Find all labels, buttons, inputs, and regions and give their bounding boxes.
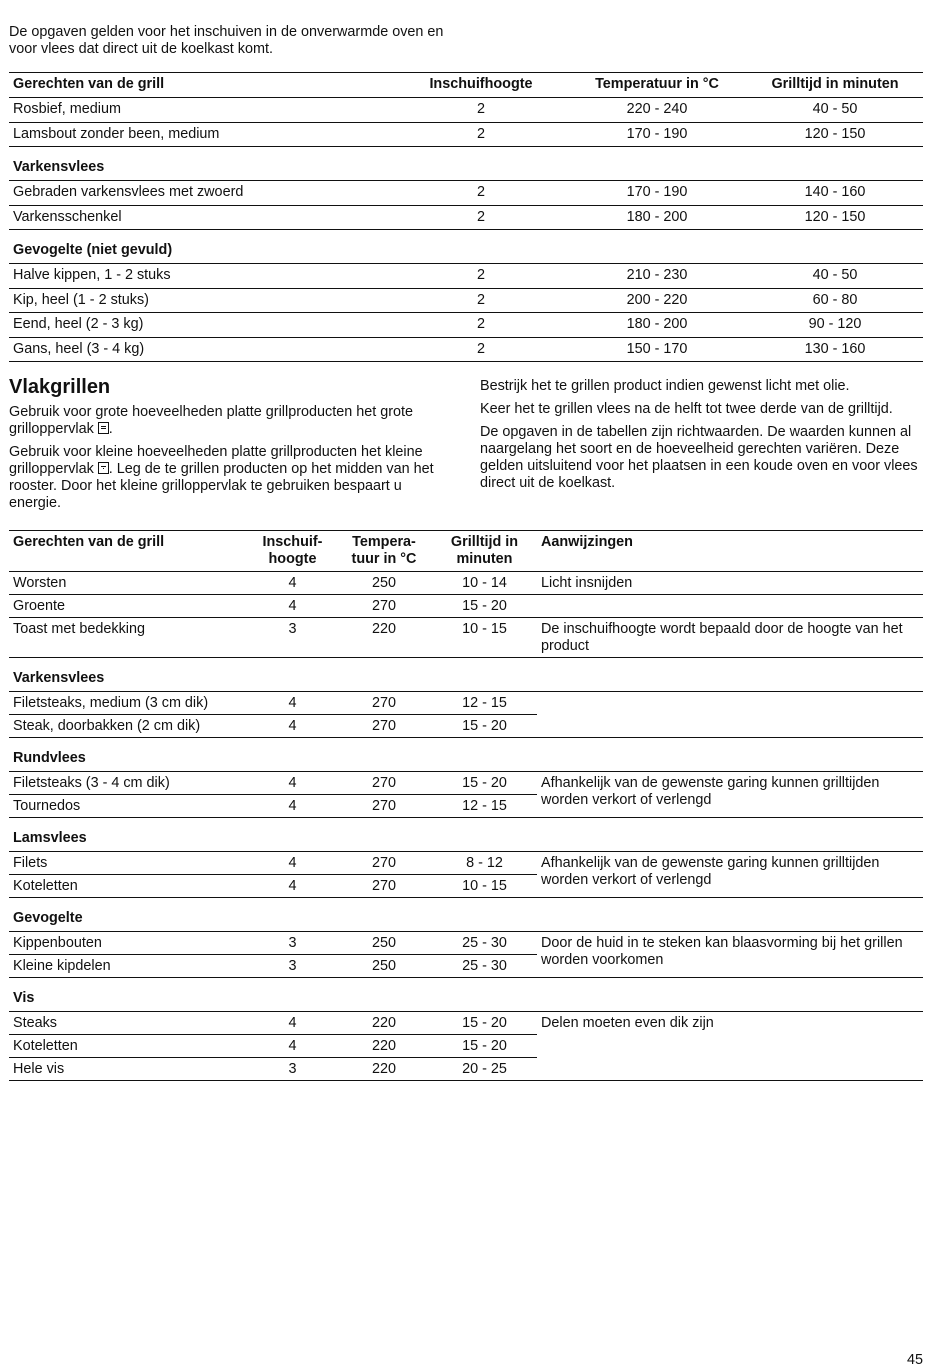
table-row [9, 264, 923, 289]
section-row [9, 658, 923, 692]
dish-cell: Varkensschenkel [9, 205, 395, 230]
note-cell: Afhankelijk van de gewenste garing kunnen grilltijden worden verkort of verlengd [541, 855, 880, 888]
temperature-cell: 220 - 240 [567, 98, 747, 123]
level-cell: 4 [249, 852, 336, 875]
level-cell: 4 [288, 798, 297, 814]
level-cell: 2 [395, 288, 567, 313]
section-row [9, 738, 923, 772]
table-row [9, 595, 923, 618]
dish-cell: Worsten [9, 572, 249, 595]
dish-cell: Koteletten [13, 878, 78, 894]
level-cell: 2 [395, 205, 567, 230]
dish-cell: Eend, heel (2 - 3 kg) [9, 313, 395, 338]
level-cell: 2 [395, 98, 567, 123]
temperature-cell: 200 - 220 [567, 288, 747, 313]
temperature-cell: 270 [371, 718, 396, 734]
level-cell: 4 [288, 878, 297, 894]
section-heading: Varkensvlees [9, 147, 923, 181]
dish-cell: Halve kippen, 1 - 2 stuks [9, 264, 395, 289]
column-header: Temperatuur in °C [567, 73, 747, 98]
table-row [9, 313, 923, 338]
table-row [9, 205, 923, 230]
dish-cell: Kip, heel (1 - 2 stuks) [9, 288, 395, 313]
section-row [9, 147, 923, 181]
level-cell: 4 [249, 595, 336, 618]
right-column [480, 378, 920, 498]
temperature-cell: 270 [371, 878, 396, 894]
section-heading: Varkensvlees [9, 658, 923, 692]
time-cell: 10 - 15 [462, 878, 507, 894]
dish-cell: Toast met bedekking [13, 621, 145, 637]
time-cell: 8 - 12 [432, 852, 537, 875]
level-cell: 3 [288, 621, 297, 637]
dish-cell: Koteletten [9, 1035, 249, 1058]
dish-cell: Rosbief, medium [9, 98, 395, 123]
level-cell: 2 [476, 340, 485, 357]
temperature-cell: 150 - 170 [626, 340, 688, 357]
temperature-cell: 270 [336, 595, 432, 618]
column-header: Inschuifhoogte [395, 73, 567, 98]
paragraph-text: . Leg de te grillen producten op het midden van het rooster. Door het kleine grilloppervlak te gebruiken bespaart u energie. [9, 461, 434, 511]
dish-cell: Gans, heel (3 - 4 kg) [13, 340, 145, 357]
time-cell: 10 - 15 [462, 621, 507, 637]
table-row [9, 288, 923, 313]
dish-cell: Lamsbout zonder been, medium [9, 122, 395, 147]
temperature-cell: 220 [371, 1061, 396, 1077]
section-row [9, 898, 923, 932]
note-cell: De inschuifhoogte wordt bepaald door de hoogte van het product [541, 621, 903, 654]
time-cell: 25 - 30 [462, 958, 507, 974]
temperature-cell: 180 - 200 [567, 205, 747, 230]
column-header: Gerechten van de grill [9, 531, 249, 572]
table-row [9, 98, 923, 123]
paragraph: Gebruik voor grote hoeveelheden platte grillproducten het grote grilloppervlak . [9, 404, 413, 437]
column-header: Aanwijzingen [537, 531, 923, 572]
level-cell: 4 [249, 1012, 336, 1035]
dish-cell: Filetsteaks, medium (3 cm dik) [9, 692, 249, 715]
time-cell: 12 - 15 [462, 798, 507, 814]
section-heading: Lamsvlees [9, 818, 923, 852]
temperature-cell: 250 [336, 572, 432, 595]
paragraph-text: Gebruik voor grote hoeveelheden platte grillproducten het grote grilloppervlak [9, 404, 413, 437]
note-cell: Delen moeten even dik zijn [541, 1015, 714, 1031]
page-number: 45 [906, 1352, 923, 1368]
intro-text: De opgaven gelden voor het inschuiven in de onverwarmde oven en voor vlees dat direct uit de koelkast komt. [9, 24, 444, 57]
time-cell: 120 - 150 [747, 122, 923, 147]
table-row [9, 932, 923, 955]
section-heading: Rundvlees [9, 738, 923, 772]
grill-table [9, 72, 923, 362]
column-header: Inschuif- hoogte [249, 531, 336, 572]
table-row [9, 618, 923, 658]
column-header: Grilltijd in minuten [432, 531, 537, 572]
table-header-row [9, 73, 923, 98]
time-cell: 10 - 14 [432, 572, 537, 595]
time-cell: 40 - 50 [747, 264, 923, 289]
time-cell: 15 - 20 [432, 595, 537, 618]
time-cell: 130 - 160 [804, 340, 866, 357]
grill-small-icon [98, 462, 109, 474]
level-cell: 3 [288, 1061, 297, 1077]
dish-cell: Filets [9, 852, 249, 875]
dish-cell: Gebraden varkensvlees met zwoerd [9, 181, 395, 206]
temperature-cell: 170 - 190 [567, 122, 747, 147]
column-header: Grilltijd in minuten [747, 73, 923, 98]
note-cell [537, 595, 923, 618]
time-cell: 15 - 20 [432, 1012, 537, 1035]
left-column [9, 404, 454, 518]
paragraph [9, 444, 454, 512]
level-cell: 3 [288, 958, 297, 974]
time-cell: 90 - 120 [747, 313, 923, 338]
level-cell: 4 [249, 1035, 336, 1058]
level-cell: 2 [395, 313, 567, 338]
table-row [9, 181, 923, 206]
dish-cell: Steaks [9, 1012, 249, 1035]
dish-cell: Steak, doorbakken (2 cm dik) [13, 718, 201, 734]
temperature-cell: 270 [336, 692, 432, 715]
temperature-cell: 180 - 200 [567, 313, 747, 338]
table-row [9, 122, 923, 147]
time-cell: 15 - 20 [462, 718, 507, 734]
table-row [9, 337, 923, 362]
note-cell: Licht insnijden [537, 572, 923, 595]
note-cell [537, 692, 923, 738]
section-heading: Vis [9, 978, 923, 1012]
temperature-cell: 220 [336, 1012, 432, 1035]
level-cell: 2 [395, 264, 567, 289]
time-cell: 140 - 160 [747, 181, 923, 206]
dish-cell: Kleine kipdelen [13, 958, 111, 974]
temperature-cell: 220 [336, 1035, 432, 1058]
table-header-row [9, 531, 923, 572]
note-cell: Afhankelijk van de gewenste garing kunnen grilltijden worden verkort of verlengd [541, 775, 880, 808]
table-row [9, 852, 923, 875]
time-cell: 60 - 80 [747, 288, 923, 313]
section-title: Vlakgrillen [9, 376, 111, 398]
time-cell: 15 - 20 [432, 1035, 537, 1058]
section-row [9, 230, 923, 264]
table-row [9, 692, 923, 715]
paragraph: Bestrijk het te grillen product indien gewenst licht met olie. [480, 378, 850, 394]
column-header: Gerechten van de grill [9, 73, 395, 98]
temperature-cell: 270 [336, 772, 432, 795]
level-cell: 2 [395, 181, 567, 206]
section-row [9, 978, 923, 1012]
level-cell: 2 [395, 122, 567, 147]
paragraph: De opgaven in de tabellen zijn richtwaarden. De waarden kunnen al naargelang het soort en de hoeveelheid gerechten variëren. Deze gelden uitsluitend voor het plaatsen in een koude oven en voor vlees direct uit de koelkast. [480, 424, 918, 491]
dish-cell: Hele vis [13, 1061, 65, 1077]
section-row [9, 818, 923, 852]
dish-cell: Groente [9, 595, 249, 618]
time-cell: 15 - 20 [432, 772, 537, 795]
temperature-cell: 220 [371, 621, 396, 637]
flat-grill-table [9, 530, 923, 1081]
note-cell: Door de huid in te steken kan blaasvorming bij het grillen worden voorkomen [541, 935, 903, 968]
section-heading: Gevogelte [9, 898, 923, 932]
time-cell: 20 - 25 [462, 1061, 507, 1077]
grill-large-icon [98, 422, 109, 434]
time-cell: 25 - 30 [432, 932, 537, 955]
time-cell: 40 - 50 [747, 98, 923, 123]
dish-cell: Kippenbouten [9, 932, 249, 955]
table-row [9, 572, 923, 595]
paragraph-text: Gebruik voor kleine hoeveelheden platte grillproducten het kleine grilloppervlak [9, 444, 423, 477]
temperature-cell: 250 [336, 932, 432, 955]
level-cell: 4 [249, 572, 336, 595]
temperature-cell: 210 - 230 [567, 264, 747, 289]
dish-cell: Tournedos [13, 798, 81, 814]
table-row [9, 1012, 923, 1035]
paragraph: Keer het te grillen vlees na de helft tot twee derde van de grilltijd. [480, 401, 893, 417]
temperature-cell: 270 [336, 852, 432, 875]
column-header: Tempera- tuur in °C [336, 531, 432, 572]
level-cell: 3 [249, 932, 336, 955]
section-heading: Gevogelte (niet gevuld) [9, 230, 923, 264]
level-cell: 4 [288, 718, 297, 734]
dish-cell: Filetsteaks (3 - 4 cm dik) [9, 772, 249, 795]
temperature-cell: 250 [371, 958, 396, 974]
temperature-cell: 270 [371, 798, 396, 814]
temperature-cell: 170 - 190 [567, 181, 747, 206]
table-row [9, 772, 923, 795]
level-cell: 4 [249, 772, 336, 795]
level-cell: 4 [249, 692, 336, 715]
time-cell: 120 - 150 [747, 205, 923, 230]
time-cell: 12 - 15 [432, 692, 537, 715]
